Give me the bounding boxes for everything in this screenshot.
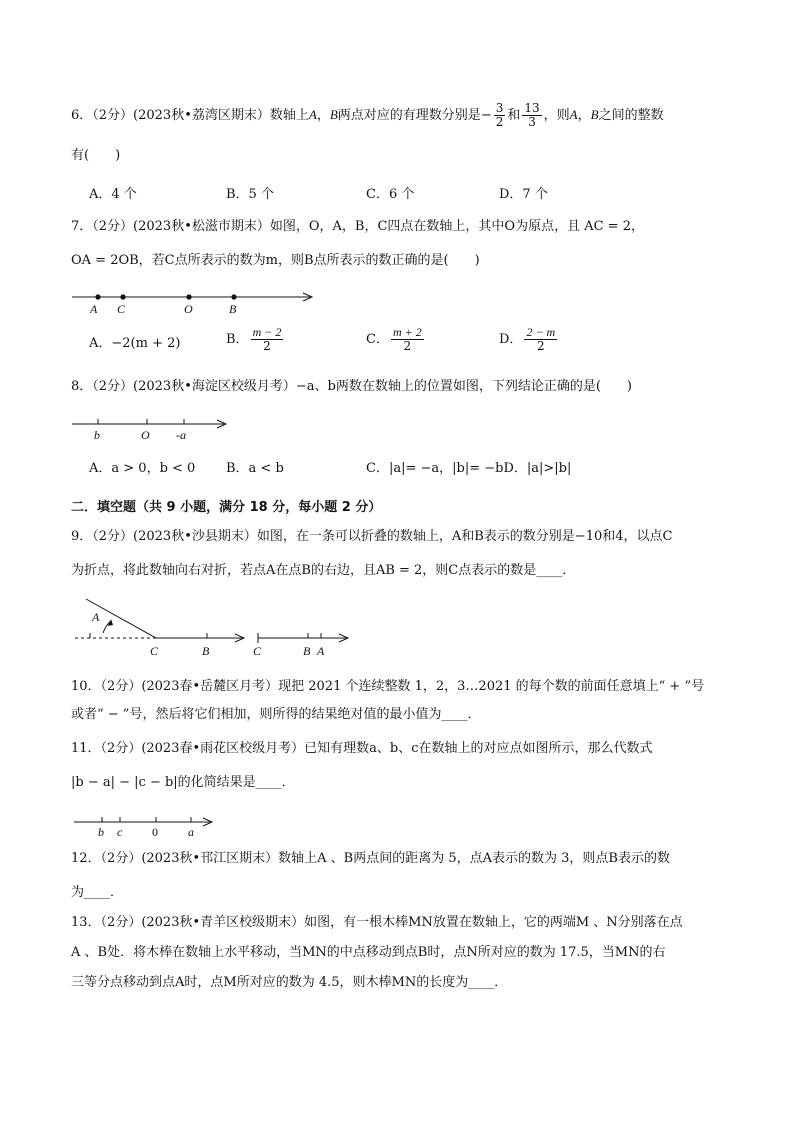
q10-line2: 或者“ − ”号，然后将它们相加，则所得的结果绝对值的最小值为____． xyxy=(71,707,481,722)
q7-option-d-num: 2 − m xyxy=(526,325,556,339)
q7-option-b-prefix: B． xyxy=(226,332,249,347)
q8-option-cd: C．|a|= −a，|b|= −bD．|a|>|b| xyxy=(366,461,572,476)
q6-frac1-num: 3 xyxy=(495,101,504,115)
q6-var-b-2: B xyxy=(590,107,599,122)
section-2-title: 二．填空题（共 9 小题，满分 18 分，每小题 2 分） xyxy=(71,500,382,515)
q9-figure xyxy=(70,593,360,663)
q7-option-c-num: m + 2 xyxy=(392,325,422,339)
q10-line1: 10．（2分）(2023春•岳麓区月考）现把 2021 个连续整数 1，2，3…2021 的每个数的前面任意填上“ + ”号 xyxy=(71,679,705,694)
q7-label-b: B xyxy=(229,302,237,316)
q7-option-b-den: 2 xyxy=(263,339,271,353)
q7-line1: 7．（2分）(2023秋•松滋市期末）如图，O，A，B，C四点在数轴上，其中O为原点，且 AC = 2， xyxy=(71,219,644,234)
q7-label-c: C xyxy=(117,302,126,316)
q7-option-d-den: 2 xyxy=(537,339,545,353)
q7-number-line xyxy=(70,285,320,319)
q7-option-d-fraction xyxy=(524,326,557,353)
q7-line2: OA = 2OB，若C点所表示的数为m，则B点所表示的数正确的是( ) xyxy=(71,253,480,268)
q7-option-c-den: 2 xyxy=(403,339,412,353)
q11-label-c: c xyxy=(117,825,123,839)
q6-minus: − xyxy=(480,108,492,123)
q6-sep-2: ， xyxy=(577,108,591,123)
q9-line2: 为折点，将此数轴向右对折，若点A在点B的右边，且AB = 2，则C点表示的数是____． xyxy=(71,563,576,578)
q12-line2: 为____． xyxy=(71,885,124,900)
q7-label-a: A xyxy=(90,302,98,316)
q11-number-line xyxy=(72,810,222,840)
q6-fraction-2 xyxy=(522,102,541,129)
q7-option-d xyxy=(499,326,559,353)
q7-point-b xyxy=(231,294,236,299)
q8-label-neg-a: -a xyxy=(176,428,186,442)
q7-option-b xyxy=(226,326,285,353)
q6-text-a: 6．（2分）(2023秋•荔湾区期末）数轴上 xyxy=(71,108,309,123)
q6-frac1-den: 2 xyxy=(495,115,504,129)
q6-option-d: D．7 个 xyxy=(499,187,548,202)
q6-option-b: B．5 个 xyxy=(226,187,274,202)
q11-label-0: 0 xyxy=(152,825,158,839)
q9-label-c-right: C xyxy=(253,644,262,658)
q11-line2: |b − a| − |c − b|的化简结果是____． xyxy=(71,775,295,790)
q9-label-a-left: A xyxy=(92,610,100,624)
q7-option-d-prefix: D． xyxy=(499,332,523,347)
q6-line1 xyxy=(71,102,664,129)
q6-fraction-1 xyxy=(494,102,506,129)
q7-option-b-num: m − 2 xyxy=(252,325,282,339)
q11-line1: 11．（2分）(2023春•雨花区校级月考）已知有理数a、b、c在数轴上的对应点如图所示，那么代数式 xyxy=(71,741,653,756)
q9-label-b-left: B xyxy=(202,644,210,658)
q7-point-c xyxy=(120,294,125,299)
q9-label-b-right: B xyxy=(303,644,311,658)
q8-label-o: O xyxy=(141,428,150,442)
q6-text-b: 两点对应的有理数分别是 xyxy=(337,108,481,123)
q7-option-b-fraction xyxy=(251,326,284,353)
q6-and: 和 xyxy=(507,108,521,123)
q9-label-a-right: A xyxy=(317,644,325,658)
q6-sep: ， xyxy=(316,108,330,123)
q8-label-b: b xyxy=(94,428,100,442)
q11-label-b: b xyxy=(98,825,104,839)
q6-option-c: C．6 个 xyxy=(366,187,415,202)
q8-option-b: B．a < b xyxy=(226,461,284,476)
q7-option-c xyxy=(366,326,426,353)
q9-label-c-left: C xyxy=(150,644,159,658)
q6-frac2-den: 3 xyxy=(528,115,536,129)
q6-frac2-num: 13 xyxy=(524,101,540,115)
q6-text-d: 之间的整数 xyxy=(598,108,664,123)
q8-line1: 8．（2分）(2023秋•海淀区校级月考）−a、b两数在数轴上的位置如图，下列结论正确的是( ) xyxy=(71,379,632,394)
q7-option-c-fraction xyxy=(391,326,424,353)
q13-line2: A 、B处．将木棒在数轴上水平移动，当MN的中点移动到点B时，点N所对应的数为 17.5，当MN的右 xyxy=(71,945,666,960)
q13-line1: 13．（2分）(2023秋•青羊区校级期末）如图，有一根木棒MN放置在数轴上，它的两端M 、N分别落在点 xyxy=(71,915,683,930)
q12-line1: 12．（2分）(2023秋•邗江区期末）数轴上A 、B两点间的距离为 5，点A表示的数为 3，则点B表示的数 xyxy=(71,851,670,866)
q6-line2: 有( ) xyxy=(71,148,121,163)
q6-var-b: B xyxy=(329,107,338,122)
q6-text-c: ，则 xyxy=(543,108,570,123)
q6-var-a-2: A xyxy=(569,107,578,122)
q9-line1: 9．（2分）(2023秋•沙县期末）如图，在一条可以折叠的数轴上，A和B表示的数分别是−10和4，以点C xyxy=(71,529,673,544)
q8-option-a: A．a > 0，b < 0 xyxy=(89,461,196,476)
q7-label-o: O xyxy=(184,302,193,316)
q7-point-a xyxy=(95,294,100,299)
q6-var-a: A xyxy=(308,107,317,122)
q7-option-a: A．−2(m + 2) xyxy=(89,336,181,351)
q7-point-o xyxy=(186,294,191,299)
q6-option-a: A．4 个 xyxy=(89,187,137,202)
q7-option-c-prefix: C． xyxy=(366,332,389,347)
q8-number-line xyxy=(70,412,240,444)
q13-line3: 三等分点移动到点A时，点M所对应的数为 4.5，则木棒MN的长度为____． xyxy=(71,975,508,990)
q11-label-a: a xyxy=(188,825,194,839)
